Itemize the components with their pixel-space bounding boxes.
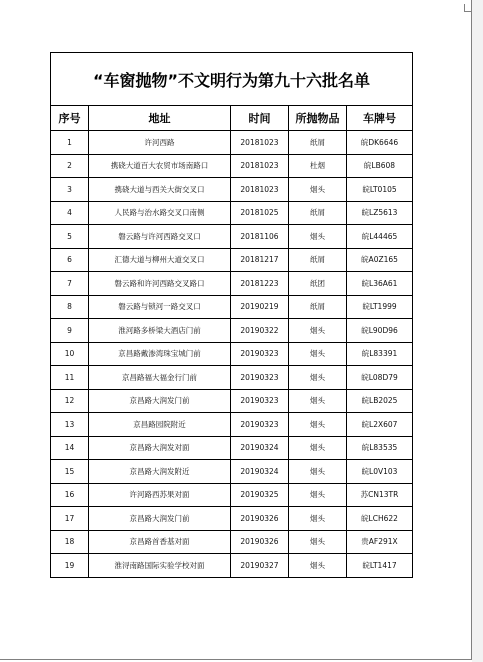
table-row <box>51 460 413 484</box>
cell-address: 京昌路福大福金行门前 <box>89 366 231 390</box>
cell-time: 20190325 <box>231 483 289 507</box>
cell-address: 京昌路园院附近 <box>89 413 231 437</box>
cell-plate: 皖LT1417 <box>347 554 413 578</box>
cell-item: 纸屑 <box>289 248 347 272</box>
cell-time: 20181217 <box>231 248 289 272</box>
cell-address: 京昌路戴渗湾珠宝城门前 <box>89 342 231 366</box>
cell-time: 20181023 <box>231 131 289 155</box>
cell-item: 烟头 <box>289 530 347 554</box>
cell-plate: 皖L44465 <box>347 225 413 249</box>
cell-item: 纸屑 <box>289 295 347 319</box>
cell-address: 人民路与治水路交叉口南侧 <box>89 201 231 225</box>
cell-time: 20190327 <box>231 554 289 578</box>
cell-time: 20181023 <box>231 154 289 178</box>
cell-item: 纸团 <box>289 272 347 296</box>
cell-item: 烟头 <box>289 225 347 249</box>
header-plate: 车牌号 <box>347 106 413 131</box>
cell-no: 11 <box>51 366 89 390</box>
table-row <box>51 483 413 507</box>
cell-item: 烟头 <box>289 319 347 343</box>
cell-address: 携硗大道与西关大街交叉口 <box>89 178 231 202</box>
cell-address: 携硗大道百大农贸市场南路口 <box>89 154 231 178</box>
table-row <box>51 366 413 390</box>
cell-address: 磐云路和许河西路交叉路口 <box>89 272 231 296</box>
cell-time: 20190323 <box>231 413 289 437</box>
cell-item: 烟头 <box>289 483 347 507</box>
cell-item: 杜烟 <box>289 154 347 178</box>
cell-no: 2 <box>51 154 89 178</box>
cell-item: 烟头 <box>289 554 347 578</box>
header-address: 地址 <box>89 106 231 131</box>
cell-address: 汇德大道与柳州大道交叉口 <box>89 248 231 272</box>
cell-plate: 皖L90D96 <box>347 319 413 343</box>
cell-item: 烟头 <box>289 507 347 531</box>
cell-item: 纸屑 <box>289 201 347 225</box>
cell-no: 8 <box>51 295 89 319</box>
table-row <box>51 178 413 202</box>
cell-no: 14 <box>51 436 89 460</box>
cell-time: 20190322 <box>231 319 289 343</box>
cell-time: 20190326 <box>231 530 289 554</box>
cell-no: 17 <box>51 507 89 531</box>
header-item: 所抛物品 <box>289 106 347 131</box>
cell-address: 淮河路多桥梁大酒店门前 <box>89 319 231 343</box>
cell-plate: 皖L36A61 <box>347 272 413 296</box>
cell-plate: 苏CN13TR <box>347 483 413 507</box>
cell-time: 20181025 <box>231 201 289 225</box>
cell-no: 19 <box>51 554 89 578</box>
table-row <box>51 295 413 319</box>
cell-no: 4 <box>51 201 89 225</box>
table-row <box>51 248 413 272</box>
table-row <box>51 201 413 225</box>
cell-no: 12 <box>51 389 89 413</box>
cell-plate: 皖LT1999 <box>347 295 413 319</box>
cell-time: 20190323 <box>231 342 289 366</box>
cell-time: 20181106 <box>231 225 289 249</box>
table-row <box>51 225 413 249</box>
cell-item: 烟头 <box>289 389 347 413</box>
cell-item: 纸屑 <box>289 131 347 155</box>
cell-address: 京昌路大润发对面 <box>89 436 231 460</box>
cell-no: 1 <box>51 131 89 155</box>
cell-no: 10 <box>51 342 89 366</box>
cell-plate: 皖L83391 <box>347 342 413 366</box>
page-gutter <box>472 0 483 662</box>
cell-address: 许河路西苏果对面 <box>89 483 231 507</box>
cell-plate: 皖L08D79 <box>347 366 413 390</box>
cell-plate: 皖L2X607 <box>347 413 413 437</box>
header-no: 序号 <box>51 106 89 131</box>
table-row <box>51 272 413 296</box>
cell-address: 许河西路 <box>89 131 231 155</box>
table-row <box>51 507 413 531</box>
cell-item: 烟头 <box>289 460 347 484</box>
table-row <box>51 342 413 366</box>
cell-no: 7 <box>51 272 89 296</box>
cell-plate: 皖LT0105 <box>347 178 413 202</box>
cell-no: 6 <box>51 248 89 272</box>
cell-address: 京昌路首香基对面 <box>89 530 231 554</box>
table-row <box>51 319 413 343</box>
table-row <box>51 436 413 460</box>
cell-item: 烟头 <box>289 413 347 437</box>
cell-time: 20181023 <box>231 178 289 202</box>
cell-time: 20181223 <box>231 272 289 296</box>
header-time: 时间 <box>231 106 289 131</box>
cell-item: 烟头 <box>289 436 347 460</box>
cell-address: 磐云路与许河西路交叉口 <box>89 225 231 249</box>
cell-plate: 皖LB608 <box>347 154 413 178</box>
cell-address: 京昌路大润发附近 <box>89 460 231 484</box>
cell-plate: 皖A0Z165 <box>347 248 413 272</box>
cell-no: 3 <box>51 178 89 202</box>
cell-time: 20190324 <box>231 460 289 484</box>
cell-time: 20190323 <box>231 389 289 413</box>
cell-no: 5 <box>51 225 89 249</box>
cell-no: 15 <box>51 460 89 484</box>
cell-plate: 皖DK6646 <box>347 131 413 155</box>
cell-plate: 皖LCH622 <box>347 507 413 531</box>
cell-address: 淮浔南路国际实验学校对面 <box>89 554 231 578</box>
cell-item: 烟头 <box>289 366 347 390</box>
cell-item: 烟头 <box>289 178 347 202</box>
blacklist-table <box>50 52 413 578</box>
cell-plate: 皖LB2025 <box>347 389 413 413</box>
cell-plate: 皖L0V103 <box>347 460 413 484</box>
cell-time: 20190324 <box>231 436 289 460</box>
cell-time: 20190326 <box>231 507 289 531</box>
table-body <box>51 131 413 578</box>
cell-no: 9 <box>51 319 89 343</box>
table-row <box>51 413 413 437</box>
table-row <box>51 554 413 578</box>
table-row <box>51 154 413 178</box>
table-row <box>51 131 413 155</box>
cell-time: 20190219 <box>231 295 289 319</box>
table-title: “车窗抛物”不文明行为第九十六批名单 <box>51 53 413 106</box>
cell-item: 烟头 <box>289 342 347 366</box>
cell-address: 京昌路大润发门前 <box>89 389 231 413</box>
cell-address: 京昌路大润发门前 <box>89 507 231 531</box>
cell-address: 磐云路与锁河一路交叉口 <box>89 295 231 319</box>
cell-time: 20190323 <box>231 366 289 390</box>
cell-plate: 皖L83535 <box>347 436 413 460</box>
table-row <box>51 389 413 413</box>
table-row <box>51 530 413 554</box>
cell-plate: 皖LZ5613 <box>347 201 413 225</box>
cell-no: 16 <box>51 483 89 507</box>
page-corner-mark <box>464 4 472 12</box>
cell-no: 13 <box>51 413 89 437</box>
cell-no: 18 <box>51 530 89 554</box>
cell-plate: 贵AF291X <box>347 530 413 554</box>
